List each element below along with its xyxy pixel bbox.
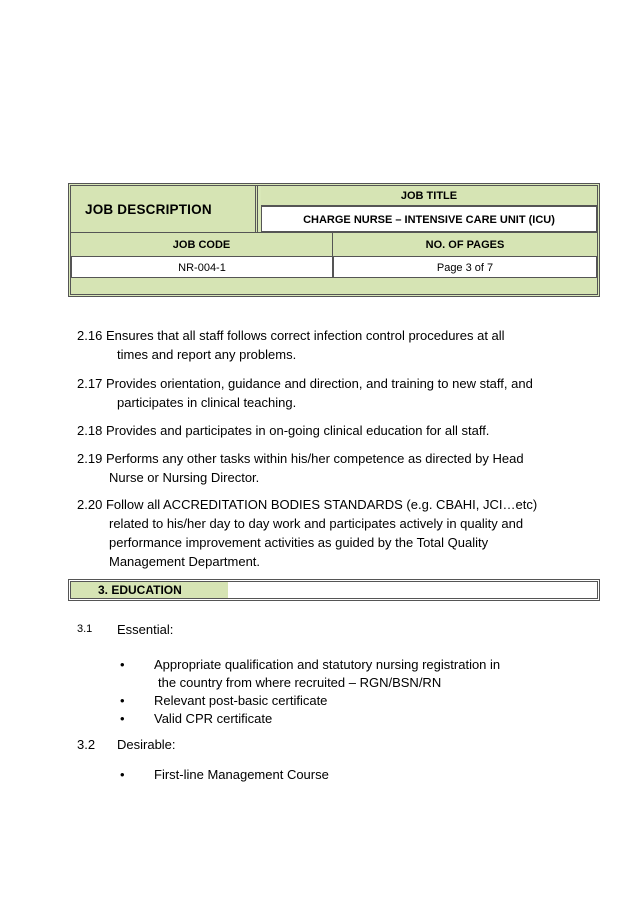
desirable-label: Desirable: <box>117 737 176 752</box>
duty-text: Performs any other tasks within his/her competence as directed by Head <box>105 451 524 466</box>
education-section-header <box>68 579 600 601</box>
list-item-text: the country from where recruited – RGN/BSN/RN <box>158 675 442 690</box>
essential-label: Essential: <box>117 622 174 637</box>
duty-item <box>77 326 600 364</box>
header-bottom-strip <box>71 278 597 294</box>
bullet-icon: • <box>120 767 125 782</box>
duty-item <box>77 374 600 412</box>
duty-number: 2.20 <box>77 497 103 512</box>
duty-text-cont: related to his/her day to day work and participates actively in quality and <box>109 516 524 531</box>
duty-text-cont: Nurse or Nursing Director. <box>109 470 260 485</box>
duty-number: 2.17 <box>77 376 103 391</box>
pages-value: Page 3 of 7 <box>333 256 597 278</box>
duty-text: Provides orientation, guidance and direction, and training to new staff, and <box>105 376 533 391</box>
job-header-table <box>68 183 600 297</box>
duty-text: Ensures that all staff follows correct infection control procedures at all <box>105 328 505 343</box>
list-item-text: Relevant post-basic certificate <box>154 693 328 708</box>
duty-text-cont: performance improvement activities as guided by the Total Quality <box>109 535 489 550</box>
bullet-icon: • <box>120 693 125 708</box>
list-item-text: Valid CPR certificate <box>154 711 273 726</box>
job-code-label: JOB CODE <box>71 232 333 256</box>
duty-text: Provides and participates in on-going clinical education for all staff. <box>105 423 490 438</box>
duty-number: 2.19 <box>77 451 103 466</box>
duty-number: 2.18 <box>77 423 103 438</box>
duty-text-cont: times and report any problems. <box>117 347 297 362</box>
list-item-text: Appropriate qualification and statutory nursing registration in <box>154 657 501 672</box>
duty-item <box>77 421 600 440</box>
duty-item <box>77 495 600 571</box>
duty-item <box>77 449 600 487</box>
pages-label: NO. OF PAGES <box>333 232 597 256</box>
bullet-icon: • <box>120 657 125 672</box>
duty-text-cont: participates in clinical teaching. <box>117 395 297 410</box>
job-code-value: NR-004-1 <box>71 256 333 278</box>
job-description-label: JOB DESCRIPTION <box>71 186 258 232</box>
duty-number: 2.16 <box>77 328 103 343</box>
section-title: 3. EDUCATION <box>71 582 228 598</box>
desirable-number: 3.2 <box>77 737 96 752</box>
essential-number: 3.1 <box>77 623 93 635</box>
list-item-text: First-line Management Course <box>154 767 329 782</box>
bullet-icon: • <box>120 711 125 726</box>
duty-text: Follow all ACCREDITATION BODIES STANDARDS (e.g. CBAHI, JCI…etc) <box>105 497 538 512</box>
duty-text-cont: Management Department. <box>109 554 261 569</box>
job-title-value: CHARGE NURSE – INTENSIVE CARE UNIT (ICU) <box>261 206 597 232</box>
job-title-label: JOB TITLE <box>261 186 597 206</box>
